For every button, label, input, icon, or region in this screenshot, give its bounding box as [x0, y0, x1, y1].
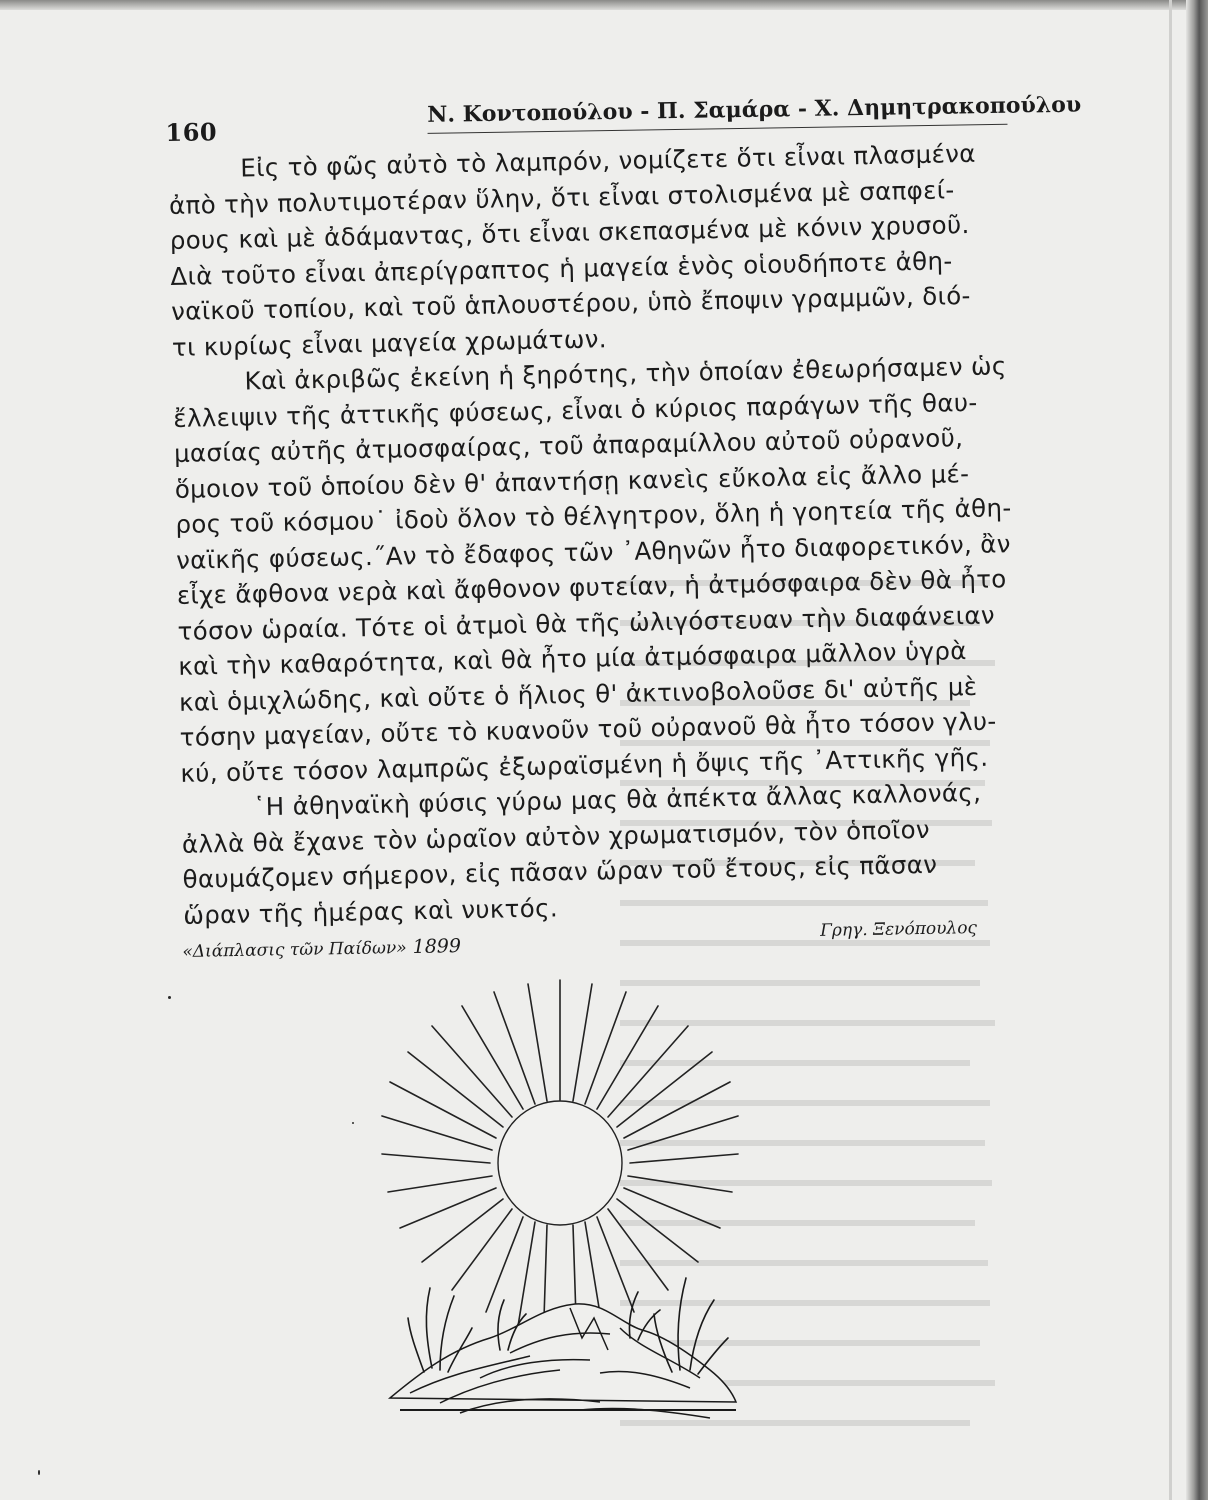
scan-speck: [168, 996, 171, 999]
text-line: Καὶ ἀκριβῶς ἐκείνη ἡ ξηρότης, τὴν ὁποίαν ἐθεωρήσαμεν ὡς: [244, 351, 1007, 396]
text-line: ρος τοῦ κόσμου˙ ἰδοὺ ὅλον τὸ θέλγητρον, ὅλη ἡ γοητεία τῆς ἀθη-: [175, 493, 1012, 539]
text-line: ναϊκῆς φύσεως.˝Αν τὸ ἔδαφος τῶν ᾿Αθηνῶν ἦτο διαφορετικόν, ἂν: [175, 528, 1012, 575]
text-line: τόσην μαγείαν, οὔτε τὸ κυανοῦν τοῦ οὐρανοῦ θὰ ἦτο τόσον γλυ-: [179, 706, 997, 752]
sun-landscape-illustration: [380, 978, 740, 1438]
text-line: ῾Η ἀθηναϊκὴ φύσις γύρω μας θὰ ἀπέκτα ἄλλας καλλονάς,: [252, 777, 982, 822]
source-year: 1899: [412, 935, 462, 958]
text-line: ἀπὸ τὴν πολυτιμοτέραν ὕλην, ὅτι εἶναι στολισμένα μὲ σαπφεί-: [168, 174, 955, 220]
scan-speck: [38, 1470, 40, 1475]
text-line: καὶ ὁμιχλώδης, καὶ οὔτε ὁ ἥλιος θ' ἀκτινοβολοῦσε δι' αὐτῆς μὲ: [178, 671, 978, 717]
text-line: καὶ τὴν καθαρότητα, καὶ θὰ ἦτο μία ἀτμόσφαιρα μᾶλλον ὑγρὰ: [178, 636, 967, 681]
body-text: [168, 135, 1044, 933]
rocky-hill: [390, 1304, 736, 1418]
text-line: ὅμοιον τοῦ ὁποίου δὲν θ' ἀπαντήσῃ κανεὶς εὔκολα εἰς ἄλλο μέ-: [174, 458, 970, 504]
text-line: Διὰ τοῦτο εἶναι ἀπερίγραπτος ἡ μαγεία ἑνὸς οἱουδήποτε ἀθη-: [170, 245, 953, 291]
authors-header: Ν. Κοντοπούλου - Π. Σαμάρα - Χ. Δημητρακοπούλου: [427, 91, 1082, 128]
text-line: ναϊκοῦ τοπίου, καὶ τοῦ ἁπλουστέρου, ὑπὸ ἔποψιν γραμμῶν, διό-: [170, 280, 972, 326]
sun-disc: [498, 1101, 622, 1225]
source-title: «Διάπλασις τῶν Παίδων»: [182, 938, 407, 962]
text-line: Εἰς τὸ φῶς αὐτὸ τὸ λαμπρόν, νομίζετε ὅτι εἶναι πλασμένα: [240, 138, 976, 183]
text-line: κύ, οὔτε τόσον λαμπρῶς ἐξωραϊσμένη ἡ ὄψις τῆς ᾿Αττικῆς γῆς.: [180, 742, 989, 788]
text-line: μασίας αὐτῆς ἀτμοσφαίρας, τοῦ ἀπαραμίλλου αὐτοῦ οὐρανοῦ,: [173, 423, 964, 468]
author-signature: Γρηγ. Ξενόπουλος: [819, 918, 978, 941]
text-line: θαυμάζομεν σήμερον, εἰς πᾶσαν ὥραν τοῦ ἔτους, εἰς πᾶσαν: [182, 849, 938, 894]
book-spine-edge: [1186, 0, 1208, 1500]
text-line: εἶχε ἄφθονα νερὰ καὶ ἄφθονον φυτείαν, ἡ ἀτμόσφαιρα δὲν θὰ ἦτο: [176, 564, 1007, 610]
scan-speck: [352, 1122, 354, 1124]
text-line: τόσον ὡραία. Τότε οἱ ἀτμοὶ θὰ τῆς ὠλιγόστευαν τὴν διαφάνειαν: [177, 600, 996, 646]
text-line: ἀλλὰ θὰ ἔχανε τὸν ὡραῖον αὐτὸν χρωματισμόν, τὸν ὁποῖον: [181, 814, 931, 859]
text-line: τι κυρίως εἶναι μαγεία χρωμάτων.: [171, 323, 608, 362]
page-edge-line: [1169, 0, 1172, 1500]
text-line: ὥραν τῆς ἡμέρας καὶ νυκτός.: [183, 892, 559, 930]
source-citation: [182, 935, 461, 962]
top-scan-shadow: [0, 0, 1208, 10]
page-number: 160: [165, 117, 218, 147]
text-line: ρους καὶ μὲ ἀδάμαντας, ὅτι εἶναι σκεπασμένα μὲ κόνιν χρυσοῦ.: [169, 209, 970, 255]
text-line: ἔλλειψιν τῆς ἀττικῆς φύσεως, εἶναι ὁ κύριος παράγων τῆς θαυ-: [173, 387, 978, 433]
